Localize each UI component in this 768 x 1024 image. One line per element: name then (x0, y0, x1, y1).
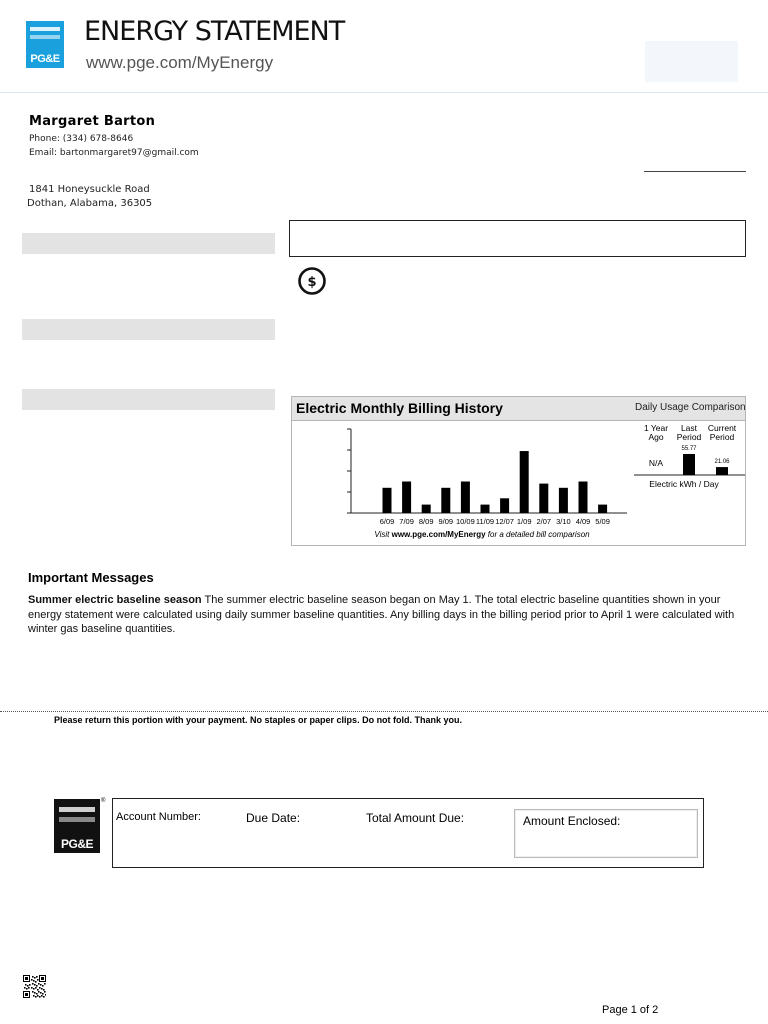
message-text: The summer electric baseline season began on May 1. The total electric baseline quantities shown in your energy statement were calculated using daily summer baseline quantities. Any billing days in the billing period prior to April 1 were calculated with winter gas baseline quantities. (28, 594, 735, 635)
col3-line2: Period (709, 432, 735, 442)
x-tick-label: 4/09 (575, 517, 591, 526)
header-info-box (645, 41, 738, 82)
one-year-ago-value: N/A (648, 458, 664, 468)
daily-bar-label: 55.77 (681, 446, 697, 452)
statement-title: ENERGY STATEMENT (84, 16, 345, 47)
due-date-label: Due Date: (246, 811, 301, 825)
perforation-line (0, 711, 768, 712)
important-messages-heading: Important Messages (28, 570, 154, 585)
bar-3-10 (559, 488, 568, 513)
daily-usage-unit: Electric kWh / Day (649, 479, 719, 489)
customer-phone: Phone: (334) 678-8646 (29, 134, 134, 144)
daily-usage-chart (632, 421, 745, 531)
col2-line1: Last (680, 423, 698, 433)
page-number: Page 1 of 2 (602, 1004, 659, 1016)
bar-7-09 (402, 482, 411, 514)
daily-bar-label: 21.06 (714, 459, 730, 466)
section-bar-1 (22, 233, 275, 254)
bar-2-07 (539, 484, 548, 513)
message-lead: Summer electric baseline season (28, 594, 202, 606)
important-messages-body (28, 593, 748, 637)
pge-logo-text: PG&E (30, 53, 60, 65)
note-prefix: Visit (374, 530, 392, 539)
bar-11-09 (481, 505, 490, 513)
bar-4-09 (579, 482, 588, 514)
amount-summary-box (289, 220, 746, 257)
myenergy-url[interactable]: www.pge.com/MyEnergy (86, 53, 274, 72)
billing-history-note (292, 530, 672, 539)
note-suffix: for a detailed bill comparison (485, 530, 590, 539)
pge-logo (26, 21, 64, 68)
daily-usage-title: Daily Usage Comparison (635, 402, 746, 413)
x-tick-label: 9/09 (438, 517, 454, 526)
dollar-circle-icon (298, 266, 326, 296)
return-instructions: Please return this portion with your payment. No staples or paper clips. Do not fold. Thank you. (54, 715, 463, 725)
address-line-1: 1841 Honeysuckle Road (29, 184, 150, 195)
bar-1-09 (520, 451, 529, 513)
daily-bar-3 (716, 467, 728, 475)
bar-8-09 (422, 505, 431, 513)
section-bar-2 (22, 319, 275, 340)
customer-email: Email: bartonmargaret97@gmail.com (29, 148, 199, 158)
x-tick-label: 12/07 (495, 517, 514, 526)
x-tick-label: 6/09 (379, 517, 395, 526)
note-link[interactable]: www.pge.com/MyEnergy (391, 530, 486, 539)
x-tick-label: 3/10 (556, 517, 571, 526)
col3-line1: Current (707, 423, 737, 433)
amount-enclosed-label: Amount Enclosed: (523, 814, 621, 828)
remittance-box (112, 798, 704, 868)
billing-history-header (292, 397, 745, 421)
x-tick-label: 11/09 (475, 517, 495, 526)
col1-line2: Ago (648, 432, 664, 442)
total-due-label: Total Amount Due: (366, 811, 465, 825)
header-divider (0, 92, 768, 93)
x-tick-label: 7/09 (399, 517, 414, 526)
qr-code-icon (23, 975, 46, 998)
pge-logo-remittance-text: PG&E (60, 837, 93, 851)
x-tick-label: 8/09 (418, 517, 434, 526)
bar-12-07 (500, 498, 509, 513)
bar-10-09 (461, 482, 470, 514)
registered-mark: ® (101, 798, 106, 804)
monthly-billing-chart (292, 421, 632, 531)
customer-name: Margaret Barton (29, 114, 156, 129)
address-line-2: Dothan, Alabama, 36305 (27, 198, 153, 209)
col1-line1: 1 Year (643, 423, 669, 433)
daily-bar-2 (683, 454, 695, 475)
svg-text:$: $ (307, 275, 317, 290)
billing-history-panel (291, 396, 746, 546)
bar-9-09 (441, 488, 450, 513)
col2-line2: Period (676, 432, 702, 442)
x-tick-label: 10/09 (456, 517, 475, 526)
x-tick-label: 2/07 (536, 517, 552, 526)
bar-6-09 (383, 488, 392, 513)
signature-line (644, 171, 746, 172)
bar-5-09 (598, 505, 607, 513)
x-tick-label: 1/09 (516, 517, 532, 526)
section-bar-3 (22, 389, 275, 410)
billing-history-title: Electric Monthly Billing History (296, 400, 503, 416)
account-number-label: Account Number: (116, 811, 201, 823)
x-tick-label: 5/09 (595, 517, 610, 526)
pge-logo-remittance (54, 799, 100, 853)
amount-enclosed-field[interactable] (514, 809, 698, 858)
